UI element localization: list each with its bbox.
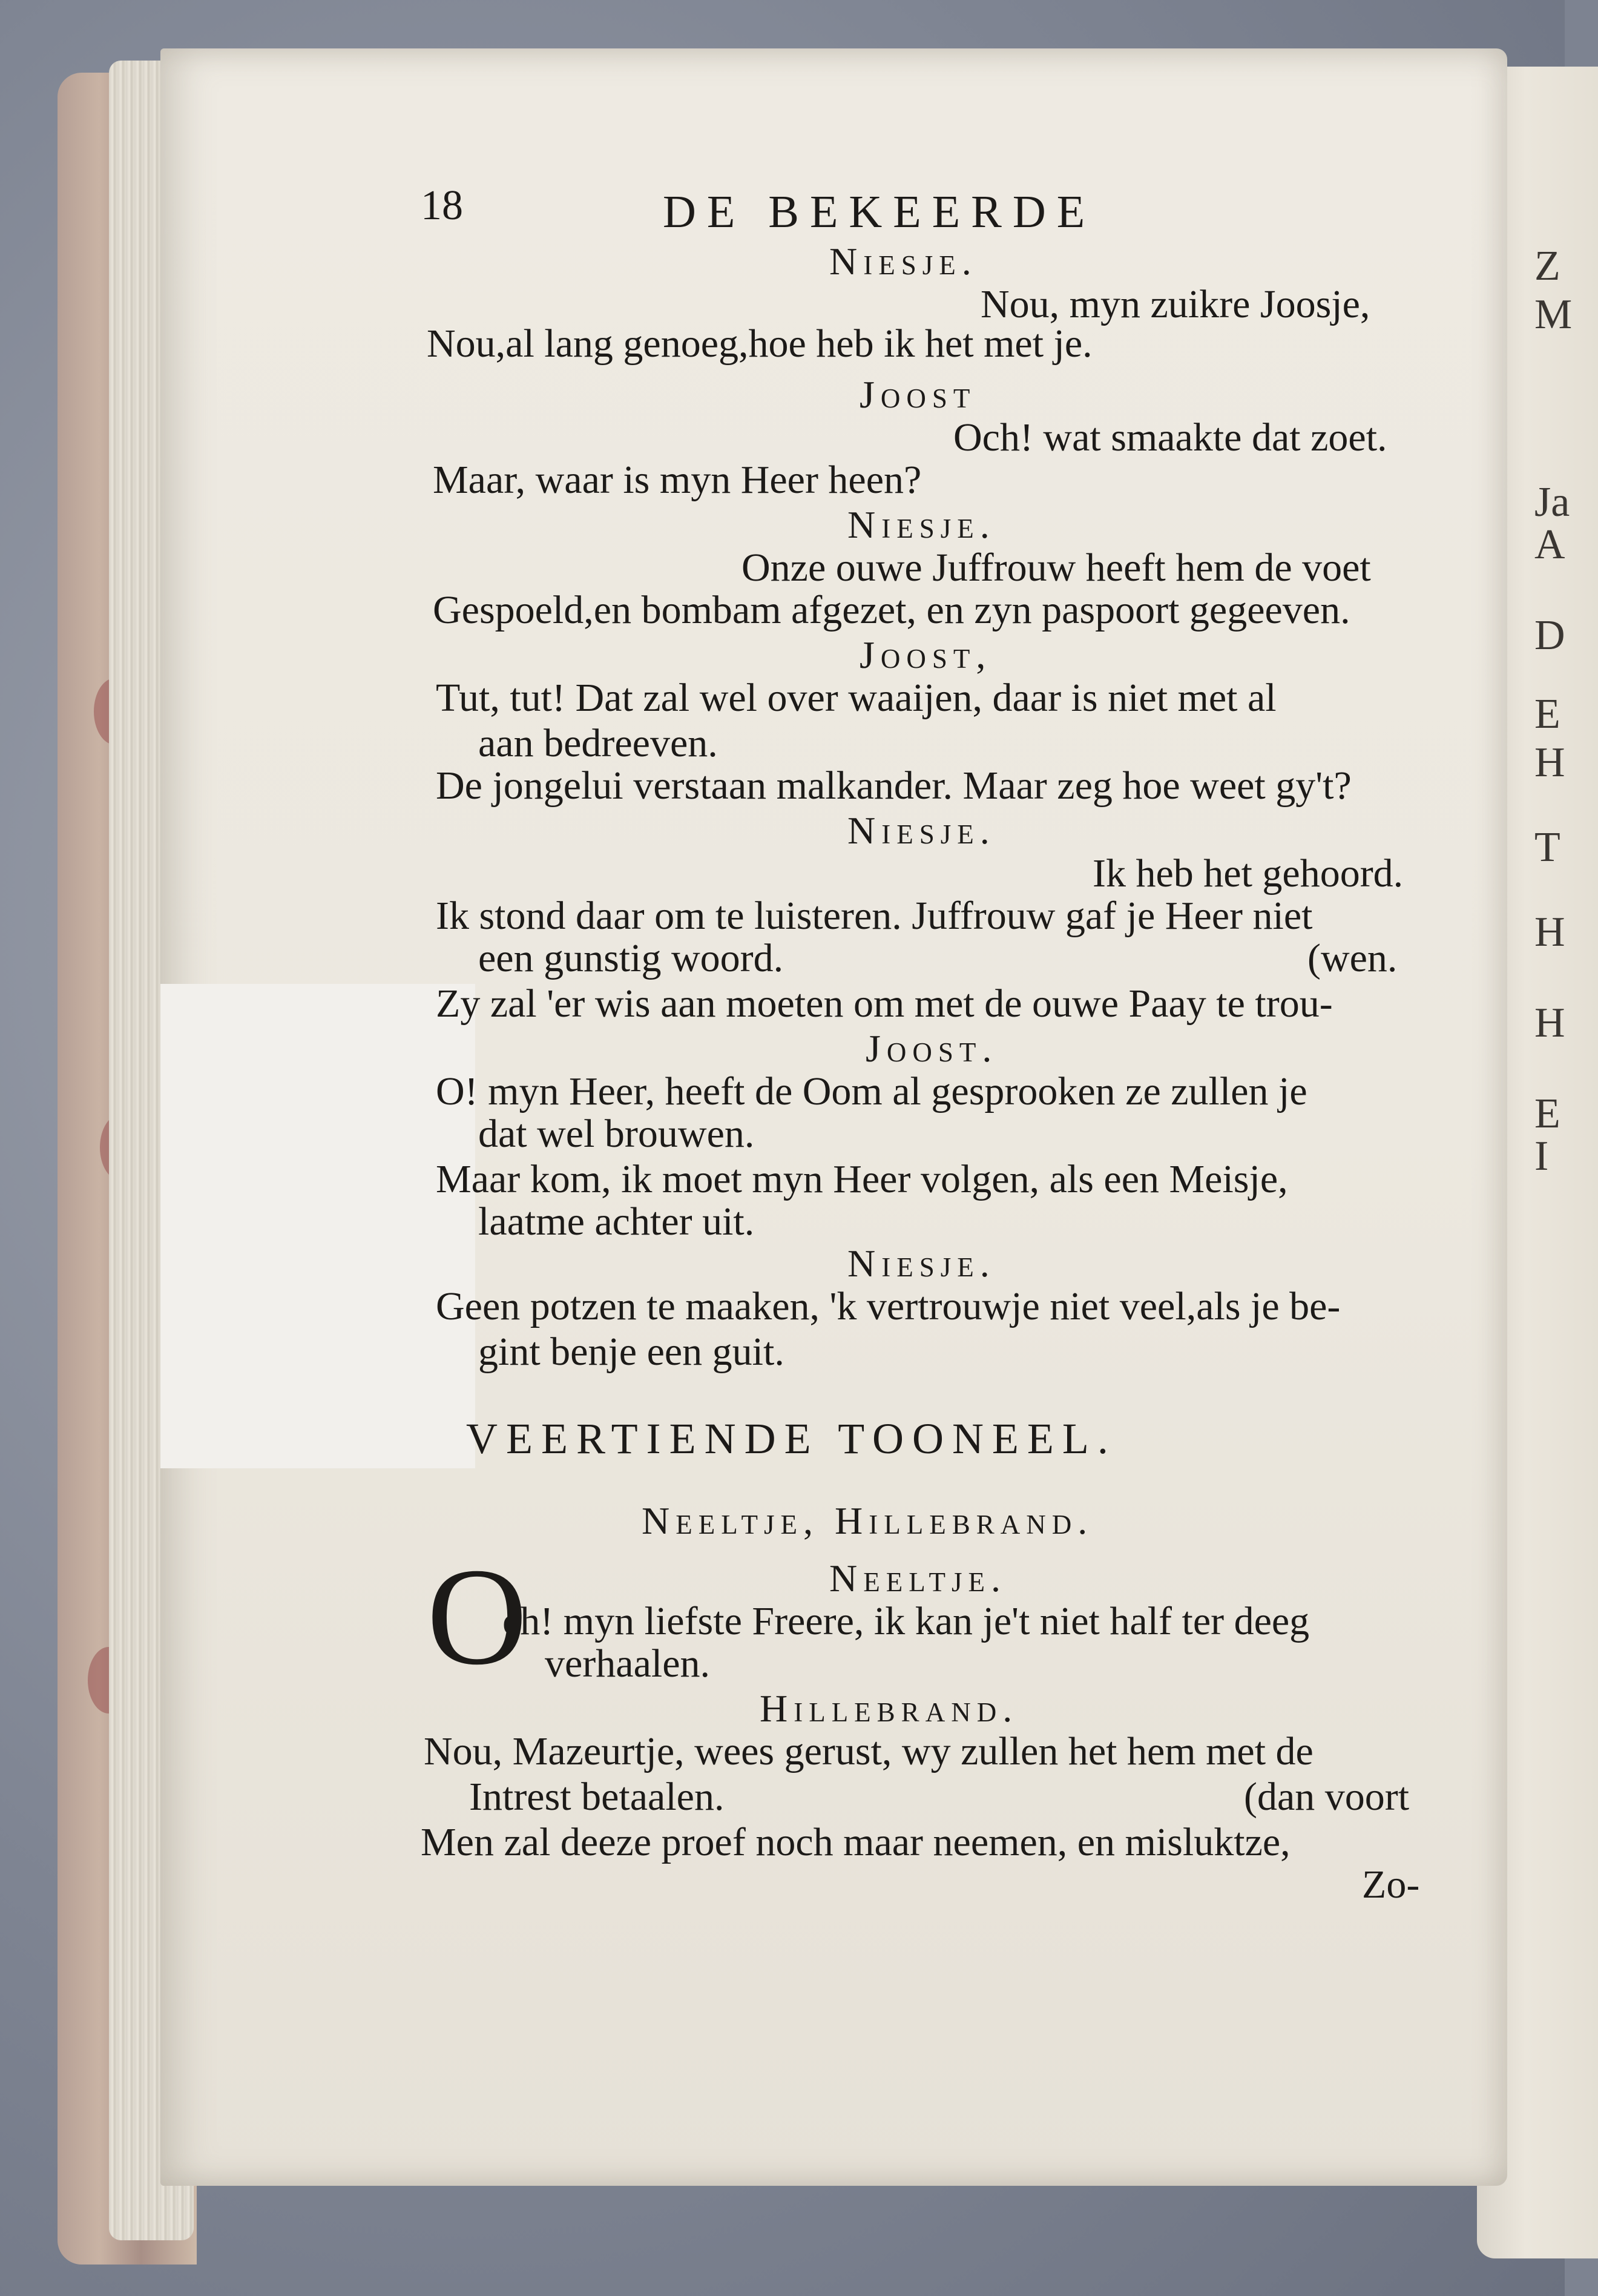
speaker-name: Niesje. (829, 240, 978, 283)
verse-line: O! myn Heer, heeft de Oom al gesprooken ze zullen je (436, 1069, 1307, 1113)
facing-fragment: E (1534, 691, 1560, 737)
speaker-name: Joost. (866, 1027, 998, 1070)
verse-line: Tut, tut! Dat zal wel over waaijen, daar is niet met al (436, 676, 1277, 720)
facing-fragment: H (1534, 909, 1565, 955)
verse-line: gint benje een guit. (478, 1330, 784, 1374)
verse-line: ch! myn liefste Freere, ik kan je't niet half ter deeg (502, 1599, 1310, 1643)
verse-line: verhaalen. (545, 1641, 710, 1686)
facing-fragment: H (1534, 1000, 1565, 1046)
verse-line: een gunstig woord. (478, 936, 784, 980)
facing-fragment: H (1534, 739, 1565, 786)
scene-heading: VEERTIENDE TOONEEL. (466, 1414, 1117, 1463)
speaker-name: Niesje. (847, 1242, 996, 1285)
verse-line: Maar kom, ik moet myn Heer volgen, als een Meisje, (436, 1157, 1288, 1201)
running-head: DE BEKEERDE (663, 186, 1096, 237)
verse-line: (wen. (1307, 936, 1398, 980)
verse-line: aan bedreeven. (478, 721, 718, 765)
verse-line: laatme achter uit. (478, 1199, 755, 1244)
verse-line: Nou,al lang genoeg,hoe heb ik het met je. (427, 322, 1093, 366)
verse-line: Och! wat smaakte dat zoet. (953, 415, 1387, 460)
speaker-name: Niesje. (847, 809, 996, 852)
verse-line: Men zal deeze proef noch maar neemen, en misluktze, (421, 1820, 1291, 1864)
page-number: 18 (421, 182, 463, 229)
facing-fragment: Z (1534, 243, 1560, 289)
speaker-name: Niesje. (847, 503, 996, 546)
verse-line: Nou, myn zuikre Joosje, (981, 282, 1370, 326)
speaker-name: Joost (860, 373, 976, 416)
facing-fragment: I (1534, 1133, 1549, 1179)
verse-line: dat wel brouwen. (478, 1112, 755, 1156)
facing-fragment: D (1534, 612, 1565, 659)
paper-patch (160, 984, 475, 1468)
verse-line: De jongelui verstaan malkander. Maar zeg hoe weet gy't? (436, 764, 1352, 808)
verse-line: Ik stond daar om te luisteren. Juffrouw gaf je Heer niet (436, 894, 1313, 938)
speaker-name: Hillebrand. (760, 1687, 1019, 1730)
verse-line: Geen potzen te maaken, 'k vertrouwje niet veel,als je be- (436, 1284, 1341, 1328)
book-page (160, 48, 1507, 2186)
verse-line: Onze ouwe Juffrouw heeft hem de voet (741, 546, 1371, 590)
verse-line: Ik heb het gehoord. (1093, 851, 1404, 896)
verse-line: (dan voort (1244, 1775, 1410, 1819)
verse-line: Zy zal 'er wis aan moeten om met de ouwe Paay te trou- (436, 981, 1333, 1026)
speaker-name: Neeltje, Hillebrand. (642, 1499, 1094, 1542)
catchword: Zo- (1362, 1862, 1420, 1907)
facing-fragment: E (1534, 1090, 1560, 1137)
facing-fragment: Ja (1534, 479, 1570, 526)
verse-line: Intrest betaalen. (469, 1775, 725, 1819)
verse-line: Nou, Mazeurtje, wees gerust, wy zullen het hem met de (424, 1729, 1314, 1773)
speaker-name: Neeltje. (829, 1557, 1007, 1600)
drop-cap: O (427, 1539, 528, 1694)
verse-line: Gespoeld,en bombam afgezet, en zyn paspoort gegeeven. (433, 588, 1350, 632)
facing-fragment: M (1534, 291, 1573, 338)
speaker-name: Joost, (860, 633, 992, 676)
facing-fragment: A (1534, 521, 1565, 568)
verse-line: Maar, waar is myn Heer heen? (433, 458, 922, 502)
facing-fragment: T (1534, 824, 1560, 871)
